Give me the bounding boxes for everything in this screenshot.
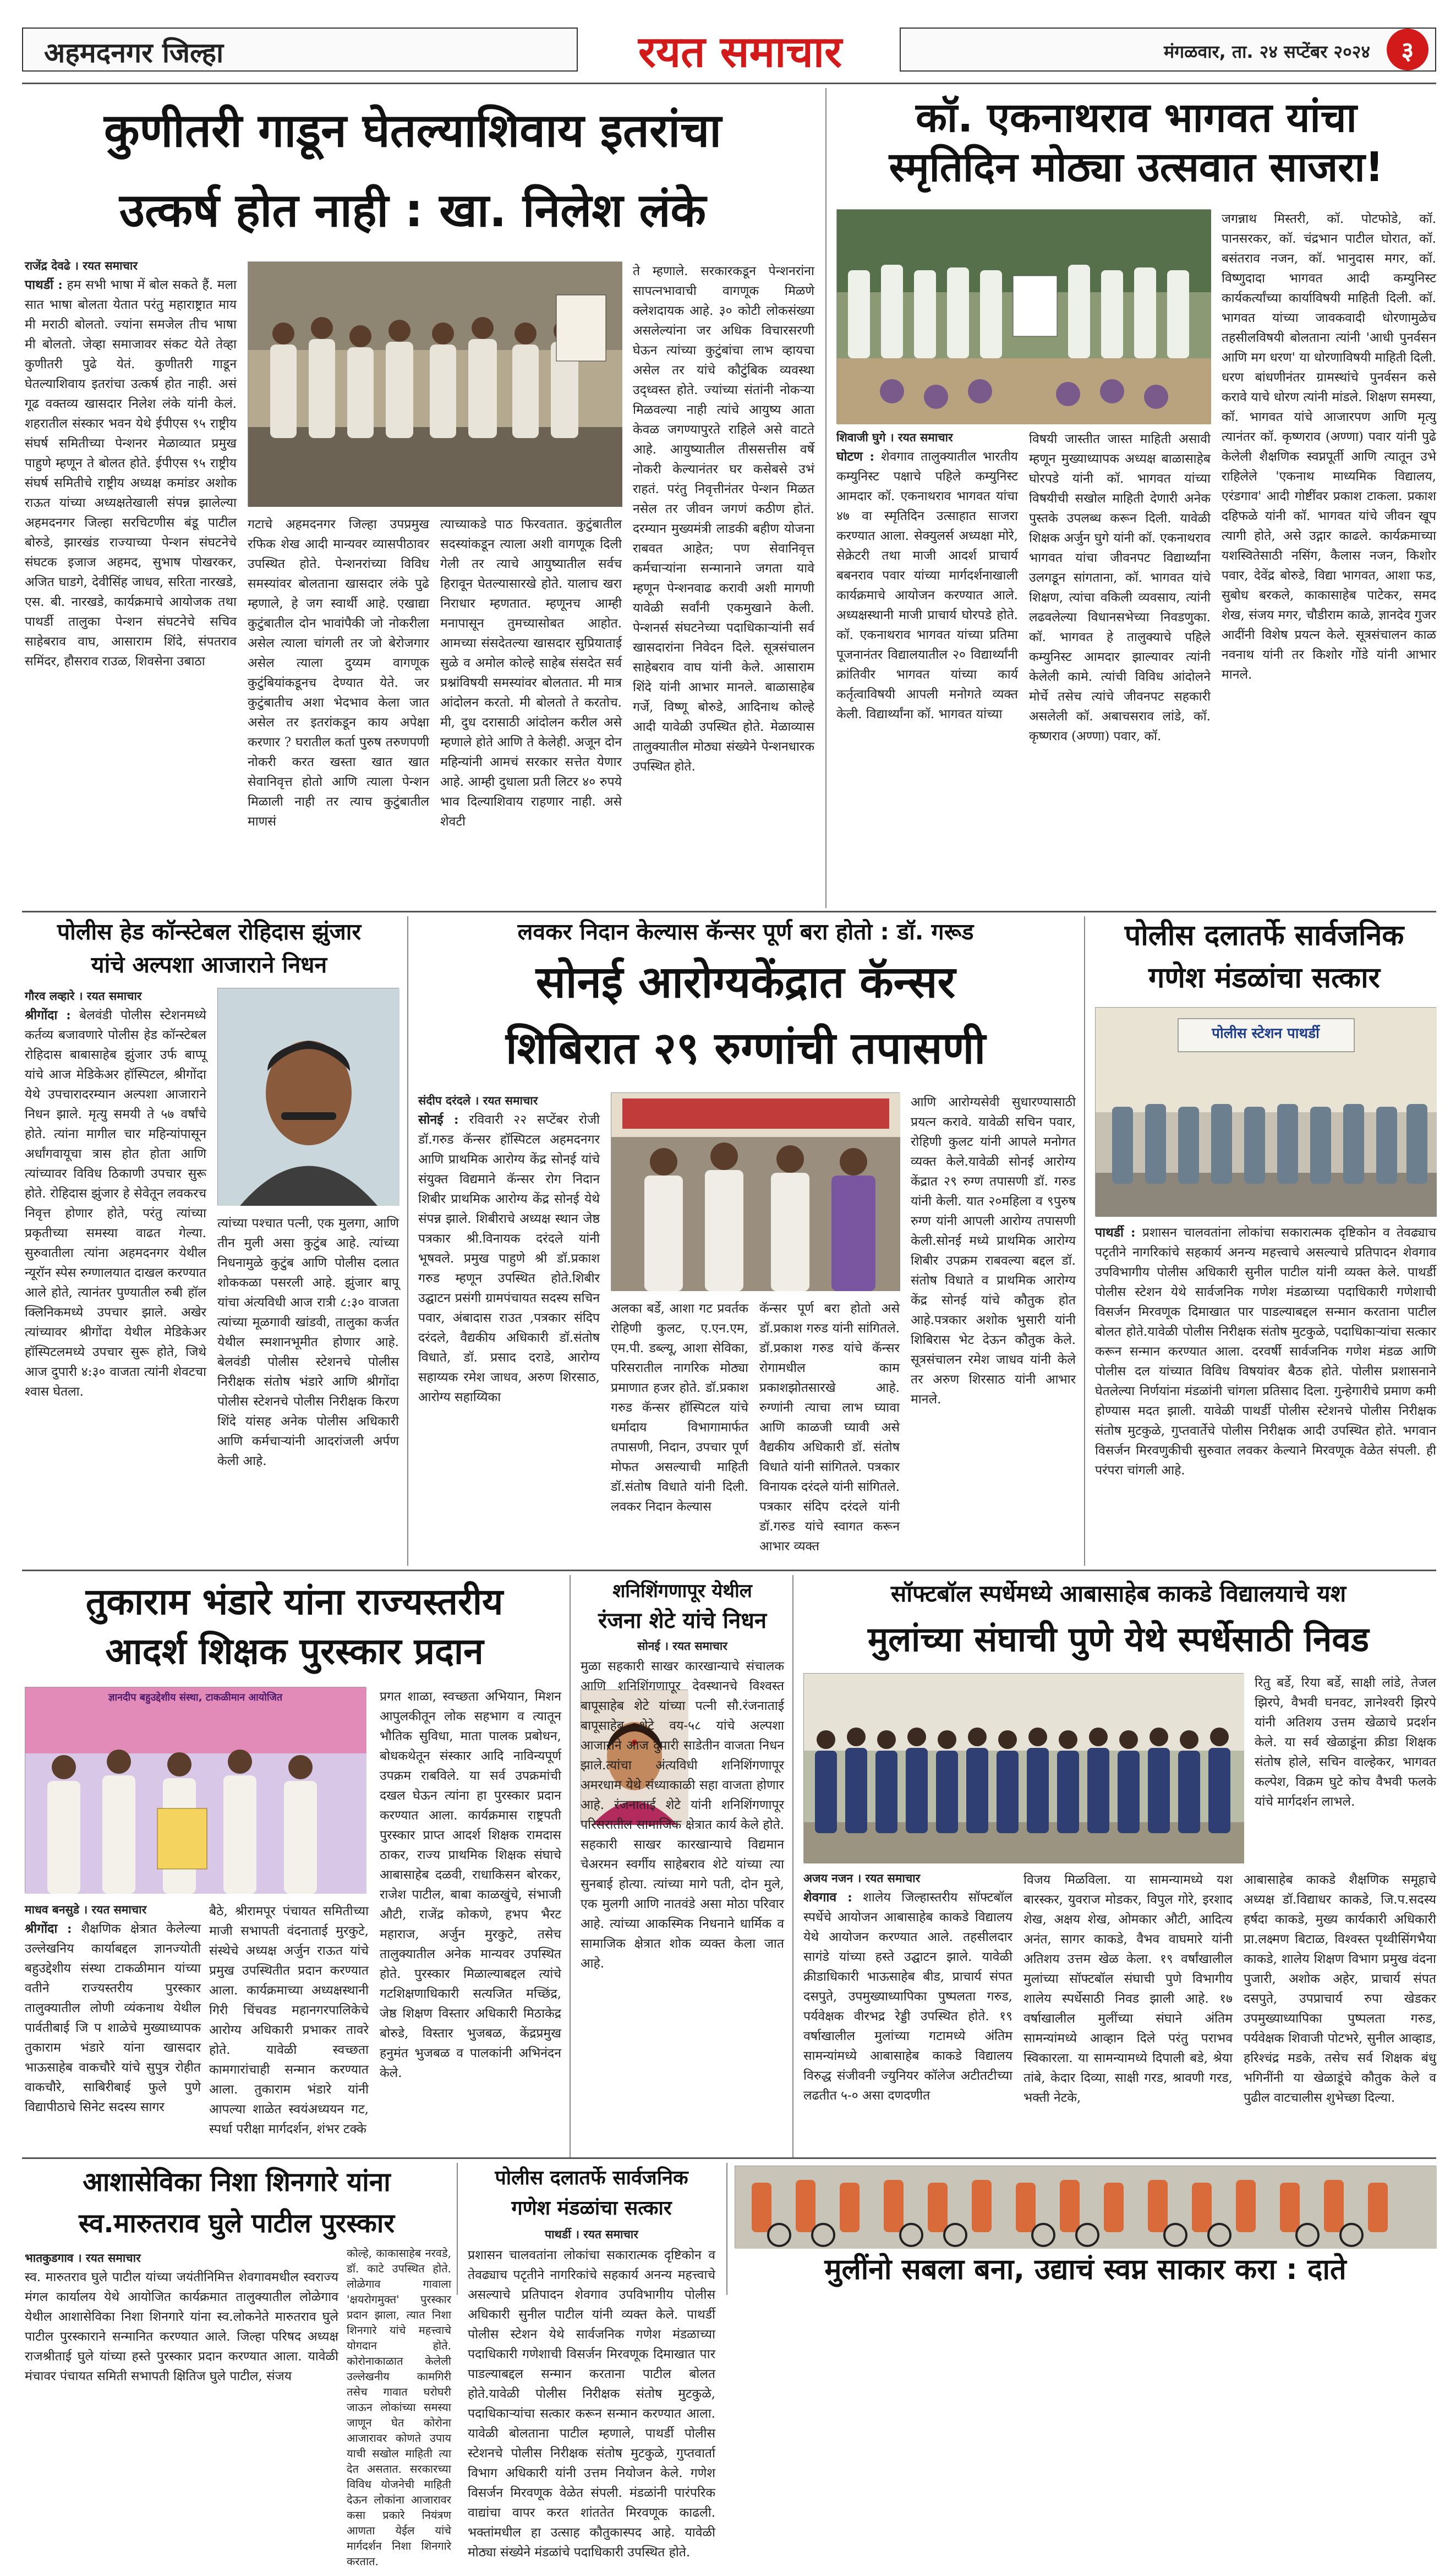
a3-portrait-image: [218, 988, 399, 1206]
masthead: [22, 21, 1436, 81]
a8-photo: [803, 1673, 1244, 1863]
a11-headline: मुलींनो सबला बना, उद्याचं स्वप्न साकार करा : दाते: [824, 2253, 1346, 2286]
a10-headline-line2: गणेश मंडळांचा सत्कार: [511, 2197, 672, 2220]
a5-headline-line1: पोलीस दलातर्फे सार्वजनिक: [1124, 919, 1404, 952]
a6-place: श्रीगोंदा :: [25, 1921, 72, 1936]
a5-body: पाथर्डी : प्रशासन चालवतांना लोकांचा सकारात्मक दृष्टिकोन व तेवढ्याच पटृतीने नागरिकांचे सहकार्य अनन्य महत्त्वाचे असल्याचे प्रतिपादन शेवगाव उपविभागीय पोलीस अधिकारी सुनील पाटील यांनी व्यक्त केले. पाथर्डी पोलीस स्टेशन येथे सार्वजनिक गणेश मंडळाच्या पदाधिकारी गणेशाची विसर्जन मिरवणूक दिमाखात पार पाडल्याबद्दल सन्मान करताना पाटील बोलत होते.यावेळी पोलीस निरीक्षक संतोष मुटकुळे, पदाधिकाऱ्यांचा सत्कार करून सन्मान करण्यात आला. दरवर्षी सार्वजनिक गणेश मंडळ आणि पोलीस दल यांच्यात विविध विषयांवर बैठक होते. पोलीस प्रशासनाने घेतलेल्या निर्णयांना मंडळांनी चांगला प्रतिसाद दिला. गुन्हेगारीचे प्रमाण कमी होण्यास मदत झाली. यावेळी पाथर्डी पोलीस स्टेशनचे पोलीस निरीक्षक संतोष मुटकुळे, गुप्तवार्तेचे पोलीस निरीक्षक आदी उपस्थित होते. भगवान विसर्जन मिरवणुकीची सुरुवात लवकर केल्याने मिरवणूक वेळेत संपली. ही परंपरा चांगली आहे.: [1095, 1225, 1436, 1478]
a3-byline: गौरव लव्हारे । रयत समाचार: [25, 990, 142, 1003]
a2-col3: जगन्नाथ मिस्तरी, कॉ. पोटफोडे, कॉ. पानसरकर, कॉ. चंद्रभान पाटील घोरात, कॉ. बसंतराव नजन, कॉ. भानुदास मगर, कॉ. विष्णुदादा भागवत आदी कम्युनिस्ट कार्यकर्त्यांच्या कार्याविषयी माहिती दिली. कॉ. भागवत यांच्या जावकवादी धोरणामुळेच तहसीलविषयी बोलताना त्यांनी 'आधी पुनर्वसन आणि मग धरण' या धोरणाविषयी माहिती दिली. धरण बांधणीनंतर ग्रामस्थांचे पुनर्वसन कसे करावे याचे धोरण त्यांनी मांडले. शिक्षण समस्या, कॉ. भागवत यांचे आजारपण आणि मृत्यु त्यानंतर कॉ. कृष्णराव (अण्णा) पवार यांनी पुढे केलेली शैक्षणिक स्वप्नपूर्ती आणि त्यातून उभे राहिलेले 'एकनाथ माध्यमिक विद्यालय, एरंडगाव' आदी गोष्टींवर प्रकाश टाकला. प्रकाश दहिफळे यांनी कॉ. भागवत यांचे जीवन खूप त्यागी होते, असे उद्गार काढले. कार्यक्रमाच्या यशस्वितेसाठी नसिंग, कैलास नजन, किशोर पवार, देवेंद्र बोरुडे, विद्या भागवत, आशा फड, सुबोध बरकले, काकासाहेब पाटेकर, समद शेख, संजय मगर, चौडीराम काळे, ज्ञानदेव गुजर आदींनी विशेष प्रयत्न केले. सूत्रसंचालन काळ नवनाथ यांनी तर किशोर गोंडे यांनी आभार मानले.: [1222, 212, 1436, 682]
a8-col1: शेवगाव : शालेय जिल्हास्तरीय सॉफ्टबॉल स्पर्धेचे आयोजन आबासाहेब काकडे विद्यालय येथे आयोजन करण्यात आले. तहसीलदार सागंडे यांच्या हस्ते उद्घाटन झाले. यावेळी क्रीडाधिकारी भाऊसाहेब बीड, प्राचार्य संपत दसपुते, उपमुख्याध्यापिका पुष्पलता गरुड, पर्यवेक्षक वीरभद्र रेड्डी उपस्थित होते. १९ वर्षाखालील मुलांच्या गटामध्ये अंतिम सामन्यांमध्ये आबासाहेब काकडे विद्यालय विरुद्ध संजीवनी ज्युनियर कॉलेज अटीतटीच्या लढतीत ५-० असा दणदणीत: [803, 1890, 1013, 2103]
a4-kicker: लवकर निदान केल्यास कॅन्सर पूर्ण बरा होतो : डॉ. गरूड: [517, 919, 974, 945]
a6-col2: प्रगत शाळा, स्वच्छता अभियान, मिशन आपुलकीतून लोक सहभाग व त्यातून भौतिक सुविधा, माता पालक प्रबोधन, बोधकथेतून संस्कार आदि नाविन्यपूर्ण उपक्रम राबविले. या सर्व उपक्रमांची दखल घेऊन त्यांना हा पुरस्कार प्रदान करण्यात आला. कार्यक्रमास राष्ट्रपती पुरस्कार प्राप्त आदर्श शिक्षक रामदास ठाकर, राज्य प्राथमिक शिक्षक संघाचे आबासाहेब दळवी, राधाकिसन बोरकर, राजेश पाटील, बाबा काळखुंचे, संभाजी औटी, राजेंद्र कोकणे, हभप भैरट महाराज, अर्जुन मुरकुटे, तसेच तालुक्यातील अनेक मान्यवर उपस्थित होते. पुरस्कार मिळाल्याबद्दल त्यांचे गटशिक्षणाधिकारी सत्यजित मच्छिंद्र, जेष्ठ शिक्षण विस्तार अधिकारी मिठाकेद्र बोरुडे, विस्तार भुजबळ, केंद्रप्रमुख हनुमंत भुजबळ व पालकांनी अभिनंदन केले.: [380, 1690, 561, 2080]
a4-place: सोनई :: [418, 1112, 459, 1127]
a3-headline-line1: पोलीस हेड कॉन्स्टेबल रोहिदास झुंजार: [57, 919, 362, 945]
a1-headline-line2: उत्कर्ष होत नाही : खा. निलेश लंके: [119, 183, 707, 237]
a8-kicker: सॉफ्टबॉल स्पर्धेमध्ये आबासाहेब काकडे विद्यालयाचे यश: [890, 1580, 1346, 1607]
a2-place: घोटण :: [836, 449, 874, 464]
a2-col2: विषयी जास्तीत जास्त माहिती असावी म्हणून मुख्याध्यापक अध्यक्ष बाळासाहेब घोरपडे यांनी कॉ. भागवत यांच्या विषयीची सखोल माहिती देणारी अनेक पुस्तके उपलब्ध करून दिली. यावेळी शिक्षक अर्जुन घुगे यांनी कॉ. एकनाथराव भागवत यांचा जीवनपट विद्यार्थ्यांना उलगडून सांगताना, कॉ. भागवत यांचे शिक्षण, त्यांचा वकिली व्यवसाय, त्यांनी लढवलेल्या विधानसभेच्या निवडणुका. कॉ. भागवत हे तालुक्याचे पहिले कम्युनिस्ट आमदार झाल्यावर त्यांनी केलेली कामे. त्यांची विविध आंदोलने मोर्चे तसेच त्यांचे जीवनपट सहकारी असलेली कॉ. अबाचसराव लांडे, कॉ. कृष्णराव (अण्णा) पवार, कॉ.: [1029, 432, 1211, 744]
a9-col1: स्व. मारुतराव घुले पाटील यांच्या जयंतीनिमित्त शेवगावमधील स्वराज्य मंगल कार्यालय येथे आयोजित कार्यक्रमात तालुक्यातील लोळेगाव येथील आशासेविका निशा शिनगारे यांना स्व.लोकनेते मारुतराव घुले पाटील पुरस्काराने सन्मानित करण्यात आले. जिल्हा परिषद अध्यक्ष राजश्रीताई घुले यांच्या हस्ते पुरस्कार प्रदान करण्यात आला. यावेळी मंचावर पंचायत समिती सभापती क्षितिज घुले पाटील, संजय: [25, 2270, 338, 2384]
a2-col1: घोटण : शेवगाव तालुक्यातील भारतीय कम्युनिस्ट पक्षाचे पहिले कम्युनिस्ट आमदार कॉ. एकनाथराव भागवत यांचा ४७ वा स्मृतिदिन उत्साहात साजरा करण्यात आला. सेक्युलर्स अध्यक्षा मोरे, सेक्रेटरी तथा माजी आदर्श प्राचार्य बबनराव पवार यांच्या मार्गदर्शनाखाली कार्यक्रमाचे आयोजन करण्यात आले. अध्यक्षस्थानी माजी प्राचार्य घोरपडे होते. कॉ. एकनाथराव भागवत यांच्या प्रतिमा पूजनानंतर विद्यालयातील २० विद्यार्थ्यांनी क्रांतिवीर भागवत यांच्या कार्य कर्तृत्वाविषयी आपली मनोगते व्यक्त केली. विद्यार्थ्यांना कॉ. भागवत यांच्या: [836, 449, 1018, 721]
a6-photo-image: [25, 1687, 366, 1894]
a7-headline-line2: रंजना शेटे यांचे निधन: [598, 1608, 767, 1633]
a5-headline-line2: गणेश मंडळांचा सत्कार: [1148, 961, 1380, 994]
a7-byline: सोनई । रयत समाचार: [637, 1639, 727, 1653]
a3-headline-line2: यांचे अल्पशा आजाराने निधन: [91, 952, 327, 978]
a6-photo-banner: ज्ञानदीप बहुउद्देशीय संस्था, टाकळीमान आयोजित: [108, 1692, 283, 1703]
a10-body: प्रशासन चालवतांना लोकांचा सकारात्मक दृष्टिकोन व तेवढ्याच पटृतीने नागरिकांचे सहकार्य अनन्य महत्त्वाचे असल्याचे प्रतिपादन शेवगाव उपविभागीय पोलीस अधिकारी सुनील पाटील यांनी व्यक्त केले. पाथर्डी पोलीस स्टेशन येथे सार्वजनिक गणेश मंडळाच्या पदाधिकारी गणेशाची विसर्जन मिरवणूक दिमाखात पार पाडल्याबद्दल सन्मान करताना पाटील बोलत होते.यावेळी पोलीस निरीक्षक संतोष मुटकुळे, पदाधिकाऱ्यांचा सत्कार करून सन्मान करण्यात आला. यावेळी बोलताना पाटील म्हणाले, पाथर्डी पोलीस स्टेशनचे पोलीस निरीक्षक संतोष मुटकुळे, गुप्तवार्ता विभाग अधिकारी यांनी उत्तम नियोजन केले. गणेश विसर्जन मिरवणूक वेळेत संपली. मंडळांनी पारंपरिक वाद्यांचा वापर करत शांततेत मिरवणूक काढली. भक्तांमधील हा उत्साह कौतुकास्पद आहे. यावेळी मोठ्या संख्येने मंडळांचे पदाधिकारी उपस्थित होते.: [468, 2248, 715, 2560]
page-number: ३: [1401, 37, 1414, 65]
a11-photo: [735, 2166, 1436, 2248]
issue-date: मंगळवार, ता. २४ सप्टेंबर २०२४: [1163, 41, 1370, 62]
a8-photo-image: [804, 1674, 1244, 1863]
a8-col3: आबासाहेब काकडे शैक्षणिक समूहाचे अध्यक्ष डॉ.विद्याधर काकडे, जि.प.सदस्य हर्षदा काकडे, मुख्य कार्यकारी अधिकारी प्रा.लक्ष्मण बिटाळ, विश्वस्त पृथ्वीसिंगभैया काकडे, शालेय शिक्षण विभाग प्रमुख वंदना पुजारी, अशोक अहेर, प्राचार्य संपत दसपुते, उपप्राचार्य रुपा खेडकर उपमुख्याध्यापिका पुष्पलता गरुड, पर्यवेक्षक शिवाजी पोटभरे, सुनील आव्हाड, हरिश्चंद्र मडके, तसेच सर्व शिक्षक बंधु भगिनींनी या खेळाडूंचे कौतुक केले व पुढील वाटचालीस शुभेच्छा दिल्या.: [1244, 1873, 1436, 2105]
a3-portrait: [217, 988, 399, 1205]
a4-photo: [611, 1092, 900, 1291]
a6-col3: बैठे, श्रीरामपूर पंचायत समितीच्या माजी सभापती वंदनाताई मुरकुटे, संस्थेचे अध्यक्ष अर्जुन राऊत यांचे प्रमुख उपस्थितीत प्रदान करण्यात आला. कार्यक्रमाच्या अध्यक्षस्थानी गिरी चिंचवड महानगरपालिकेचे आरोग्य अधिकारी प्रभाकर तावरे होते. यावेळी स्वच्छता कामगारांचाही सन्मान करण्यात आला. तुकाराम भंडारे यांनी आपल्या शाळेत स्वयंअध्ययन गट, स्पर्धा परीक्षा मार्गदर्शन, शंभर टक्के: [209, 1904, 369, 2136]
a8-byline: अजय नजन । रयत समाचार: [803, 1872, 921, 1885]
a2-photo: [836, 209, 1211, 424]
a8-side: रितु बर्डे, रिया बर्डे, साक्षी लांडे, तेजल झिरपे, वैभवी घनवट, ज्ञानेश्वरी झिरपे यांनी अतिशय उत्तम खेळाचे प्रदर्शन केले. या सर्व खेळाडूंना क्रीडा शिक्षक संतोष होले, सचिन वाल्हेकर, भागवत कल्पेश, विक्रम घुटे कोच वैभवी फलके यांचे मार्गदर्शन लाभले.: [1255, 1676, 1436, 1809]
a7-body: मुळा सहकारी साखर कारखान्याचे संचालक आणि शनिशिंगणापूर देवस्थानचे विश्वस्त बापूसाहेब शेटे यांच्या पत्नी सौ.रंजनाताई बापूसाहेब शेटे वय-५८ यांचे अल्पशा आजाराने आज दुपारी साडेतीन वाजता निधन झाले.त्यांचा अंत्यविधी शनिशिंगणापूर अमरधाम येथे संध्याकाळी सहा वाजता होणार आहे. रंजनाताई शेटे यांनी शनिशिंगणापूर परिसरातील सामाजिक क्षेत्रात कार्य केले होते. सहकारी साखर कारखान्याचे विद्यमान चेअरमन स्वर्गीय साहेबराव शेटे यांच्या त्या सुनबाई होत्या. त्यांच्या मागे पती, दोन मुले, एक मुलगी आणि नातवंडे असा मोठा परिवार आहे. त्यांच्या आकस्मिक निधनाने धार्मिक व सामाजिक क्षेत्रात शोक व्यक्त केला जात आहे.: [581, 1659, 784, 1971]
a1-photo: [248, 261, 622, 506]
a11-photo-image: [735, 2166, 1437, 2249]
a4-col1: सोनई : रविवारी २२ सप्टेंबर रोजी डॉ.गरुड कॅन्सर हॉस्पिटल अहमदनगर आणि प्राथमिक आरोग्य केंद्र सोनई यांचे संयुक्त विद्यमाने कॅन्सर रोग निदान शिबीर प्राथमिक आरोग्य केंद्र सोनई येथे संपन्न झाले. शिबीराचे अध्यक्ष स्थान जेष्ठ पत्रकार श्री.विनायक दरंदले यांनी भूषवले. प्रमुख पाहुणे श्री डॉ.प्रकाश गरुड म्हणून उपस्थित होते.शिबीर उद्घाटन प्रसंगी ग्रामपंचायत सदस्य सचिन पवार, अंबादास राउत ,पत्रकार संदिप दरंदले, वैद्यकीय अधिकारी डॉ.संतोष विधाते, डॉ. प्रसाद दराडे, आरोग्य सहाय्यक रमेश जाधव, अरुण शिरसाठ, आरोग्य सहाय्यिका: [418, 1112, 600, 1404]
a6-headline-line2: आदर्श शिक्षक पुरस्कार प्रदान: [105, 1630, 484, 1672]
a4-byline: संदीप दरंदले । रयत समाचार: [418, 1094, 538, 1107]
a4-col2: अलका बर्डे, आशा गट प्रवर्तक रोहिणी कुलट, ए.एन.एम, एम.पी. डब्ल्यू, आशा सेविका, परिसरातील नागरिक मोठ्या प्रमाणात हजर होते. डॉ.प्रकाश गरुड कॅन्सर हॉस्पिटल यांचे धर्मादाय विभागामार्फत तपासणी, निदान, उपचार पूर्ण मोफत असल्याची माहिती डॉ.संतोष विधाते यांनी दिली. लवकर निदान केल्यास: [611, 1302, 748, 1514]
a4-photo-image: [611, 1093, 900, 1291]
a1-photo-image: [248, 262, 622, 507]
a9-col2: कोल्हे, काकासाहेब नरवडे, डॉ. काटे उपस्थित होते. लोळेगाव गावाला 'क्षयरोगमुक्त' पुरस्कार प्रदान झाला, त्यात निशा शिनगारे यांचे महत्त्वाचे योगदान होते. कोरोनाकाळात केलेली उल्लेखनीय कामगिरी तसेच गावात घरोघरी जाऊन लोकांच्या समस्या जाणून घेत कोरोना आजारावर कोणते उपाय याची सखोल माहिती त्या देत असतात. सरकारच्या विविध योजनेची माहिती देऊन लोकांना आजारावर कसा प्रकारे नियंत्रण आणता येईल यांचे मार्गदर्शन निशा शिनगारे करतात.: [347, 2246, 451, 2568]
a8-col2: विजय मिळविला. या सामन्यामध्ये यश बारस्कर, युवराज मोडकर, विपुल गोरे, इरशाद शेख, अक्षय शेख, ओमकार औटी, आदित्य अनंत, सागर काकडे, वैभव वाघमारे यांनी अतिशय उत्तम खेळ केला. १९ वर्षांखालील मुलांच्या सॉफ्टबॉल संघाची पुणे विभागीय शालेय स्पर्धेसाठी निवड झाली आहे. १७ वर्षाखालील मुलींच्या संघाने अंतिम सामन्यांमध्ये आव्हान दिले परंतु पराभव स्विकारला. या सामन्यामध्ये दिपाली बडे, श्रेया तांबे, केदार दिव्या, साक्षी गरड, श्रावणी गरड, भक्ती नेटके,: [1023, 1873, 1233, 2105]
a1-col2: गटाचे अहमदनगर जिल्हा उपप्रमुख रफिक शेख आदी मान्यवर व्यासपीठावर उपस्थित होते. पेन्शनरांच्या विविध समस्यांवर बोलताना खासदार लंके पुढे म्हणाले, हे जग स्वार्थी आहे. एखाद्या कुटुंबातील दोन भावांपैकी जो नोकरीला असेल त्याला चांगली तर जो बेरोजगार असेल त्याला दुय्यम वागणूक कुटुंबियांकडूनच देण्यात येते. जर कुटुंबातीच अशा भेदभाव केला जात असेल तर इतरांकडून काय अपेक्षा करणार ? घरातील कर्ता पुरुष तरुणपणी नोकरी करत खस्ता खात खात सेवानिवृत्त होतो आणि त्याला पेन्शन मिळाली नाही तर त्याच कुटुंबातील माणसं: [248, 517, 429, 829]
a2-photo-image: [837, 210, 1211, 424]
a2-headline-line1: कॉ. एकनाथराव भागवत यांचा: [916, 94, 1357, 141]
a1-place: पाथर्डी :: [25, 277, 63, 292]
a2-byline: शिवाजी घुगे । रयत समाचार: [836, 431, 953, 444]
a9-headline-line1: आशासेविका निशा शिनगारे यांना: [83, 2167, 391, 2198]
a8-place: शेवगाव :: [803, 1890, 852, 1905]
district-name: अहमदनगर जिल्हा: [44, 37, 224, 69]
a1-headline-line1: कुणीतरी गाडून घेतल्याशिवाय इतरांचा: [103, 103, 722, 157]
a5-place: पाथर्डी :: [1095, 1225, 1136, 1240]
a4-headline-line1: सोनई आरोग्यकेंद्रात कॅन्सर: [535, 956, 956, 1008]
a6-headline-line1: तुकाराम भंडारे यांना राज्यस्तरीय: [85, 1581, 503, 1623]
a3-col2: त्यांच्या पश्चात पत्नी, एक मुलगा, आणि तीन मुली असा कुटुंब आहे. त्यांच्या निधनामुळे कुटुंब आणि पोलीस दलात शोककळा पसरली आहे. झुंजार बापू यांचा अंत्यविधी आज रात्री ८:३० वाजता त्यांच्या मूळगावी खांडवी, तालुका कर्जत येथील स्मशानभूमीत होणार आहे. बेलवंडी पोलीस स्टेशनचे पोलीस निरीक्षक संतोष भंडारे आणि श्रीगोंदा पोलीस स्टेशनचे पोलीस निरीक्षक किरण शिंदे यांसह अनेक पोलीस अधिकारी आणि कर्मचाऱ्यांनी आदरांजली अर्पण केली आहे.: [217, 1216, 399, 1468]
paper-name: रयत समाचार: [638, 27, 842, 77]
a9-byline: भातकुडगाव । रयत समाचार: [25, 2251, 141, 2265]
a2-headline-line2: स्मृतिदिन मोठ्या उत्सवात साजरा!: [889, 144, 1384, 191]
a7-headline-line1: शनिशिंगणापूर येथील: [612, 1580, 752, 1602]
a10-headline-line1: पोलीस दलातर्फे सार्वजनिक: [495, 2167, 688, 2189]
a3-col1: श्रीगोंदा : बेलवंडी पोलीस स्टेशनमध्ये कर्तव्य बजावणारे पोलीस हेड कॉन्स्टेबल रोहिदास बाबासाहेब झुंजार उर्फ बाप्पू यांचे आज मेडिकेअर हॉस्पिटल, श्रीगोंदा येथे उपचारादरम्यान अल्पशा आजाराने निधन झाले. मृत्यु समयी ते ५७ वर्षांचे होते. त्यांना मागील चार महिन्यांपासून अर्धांगवायूचा त्रास होत होता आणि त्यांच्यावर विविध ठिकाणी उपचार सुरू होते. रोहिदास झुंजार हे सेवेतून लवकरच निवृत्त होणार होते, परंतु त्यांच्या प्रकृतीच्या समस्या वाढत गेल्या. सुरुवातीला त्यांना अहमदनगर येथील न्यूरॉन स्पेस रुग्णालयात दाखल करण्यात आले होते, त्यानंतर पुण्यातील रुबी हॉल क्लिनिकमध्ये उपचार झाले. अखेर त्यांच्यावर श्रीगोंदा येथील मेडिकेअर हॉस्पिटलमध्ये उपचार सुरू होते, जिथे आज दुपारी ४:३० वाजता त्यांनी शेवटचा श्वास घेतला.: [25, 1008, 206, 1399]
a9-headline-line2: स्व.मारुतराव घुले पाटील पुरस्कार: [79, 2208, 395, 2239]
a10-byline: पाथर्डी । रयत समाचार: [545, 2228, 638, 2241]
a1-col3: त्याच्याकडे पाठ फिरवतात. कुटुंबातील सदस्यांकडून त्याला अशी वागणूक दिली गेली तर त्याचे आयुष्यातील सर्वच हिरावून घेतल्यासारखे होते. यालाच खरा निराधार म्हणतात. म्हणूनच आम्ही मनापासून तुमच्यासोबत आहोत. आमच्या संसदेतल्या खासदार सुप्रियाताई सुळे व अमोल कोल्हे साहेब संसदेत सर्व प्रश्नांविषयी समस्यांवर बोलतात. मी मात्र आंदोलन करतो. मी बोलतो ते करतोच. मी, दुध दरासाठी आंदोलन करील असे म्हणाले होते आणि ते केलेही. अजून दोन महिन्यांनी आमचं सरकार सत्तेत येणार आहे. आम्ही दुधाला प्रती लिटर ४० रुपये भाव दिल्याशिवाय राहणार नाही. असे शेवटी: [440, 517, 622, 829]
a1-col4: ते म्हणाले. सरकारकडून पेन्शनरांना सापत्नभावाची वागणूक मिळणे क्लेशदायक आहे. ३० कोटी लोकसंख्या असलेल्यांना जर अधिक विचारसरणी घेऊन त्यांच्या कुटुंबांचा लाभ व्हायचा असेल तर यांचे कौटुंबिक व्यवस्था उद्ध्वस्त होते. ज्यांच्या संतांनी नोकऱ्या मिळवल्या नाही त्यांचे आयुष्य आता केवळ जगण्यापुरते राहिले असे वाटते आहे. आयुष्यातील तीससत्तीस वर्षे नोकरी केल्यानंतर घर कसेबसे उभं राहतं. परंतु निवृत्तीनंतर पेन्शन मिळत नसेल तर जीवन जगणं कठीण होतं. दरम्यान मुख्यमंत्री लाडकी बहीण योजना राबवत आहेत; पण सेवानिवृत्त कर्मचाऱ्यांना सन्मानाने जगता यावे म्हणून पेन्शनवाढ करावी अशी मागणी यावेळी सर्वांनी एकमुखाने केली. पेन्शनर्स संघटनेच्या पदाधिकाऱ्यांनी सर्व खासदारांना निवेदन दिले. सूत्रसंचालन साहेबराव वाघ यांनी केले. आसाराम शिंदे यांनी आभार मानले. बाळासाहेब गर्जे, विष्णू बोरुडे, आदिनाथ कोल्हे आदी यावेळी उपस्थित होते. मेळाव्यास तालुक्यातील मोठ्या संख्येने पेन्शनधारक उपस्थित होते.: [633, 264, 814, 774]
a8-headline: मुलांच्या संघाची पुणे येथे स्पर्धेसाठी निवड: [868, 1619, 1369, 1659]
a3-place: श्रीगोंदा :: [25, 1008, 71, 1023]
a4-col4: आणि आरोग्यसेवी सुधारण्यासाठी प्रयत्न करावे. यावेळी सचिन पवार, रोहिणी कुलट यांनी आपले मनोगत व्यक्त केले.यावेळी सोनई आरोग्य केंद्रात २९ रुग्ण तपासणी डॉ. गरुड यांनी केली. यात २०महिला व ९पुरुष रुग्ण यांनी आपली आरोग्य तपासणी केली.सोनई मध्ये प्राथमिक आरोग्य शिबीर उपक्रम राबवल्या बद्दल डॉ. संतोष विधाते व प्राथमिक आरोग्य केंद्र सोनई यांचे कौतुक होत आहे.पत्रकार अशोक भुसारी यांनी शिबिरास भेट देऊन कौतुक केले. सूत्रसंचालन रमेश जाधव यांनी केले तर अरुण शिरसाठ यांनी आभार मानले.: [911, 1095, 1076, 1407]
a5-sign-text: पोलीस स्टेशन पाथर्डी: [1212, 1025, 1320, 1042]
a1-col1: पाथर्डी : हम सभी भाषा में बोल सकते हैं. मला सात भाषा बोलता येतात परंतु महाराष्ट्रात माय मी मराठी बोलतो. ज्यांना समजेल तीच भाषा मी बोलतो. जेव्हा समाजावर संकट येते तेव्हा कुणीतरी पुढे येतं. कुणीतरी गाडून घेतल्याशिवाय इतरांचा उत्कर्ष होत नाही. असं गूढ वक्तव्य खासदार निलेश लंके यांनी केलं. शहरातील संस्कार भवन येथे ईपीएस ९५ राष्ट्रीय संघर्ष समितीच्या पेन्शनर मेळाव्यात प्रमुख पाहुणे म्हणून ते बोलत होते. ईपीएस ९५ राष्ट्रीय संघर्ष समितीचे राष्ट्रीय अध्यक्ष कमांडर अशोक राऊत यांच्या अध्यक्षतेखाली संपन्न झालेल्या अहमदनगर जिल्हा सरचिटणीस बंडू पाटील बोरुडे, झारखंड राज्याच्या पेन्शन संघटनेचे संघटक इजाज अहमद, सुभाष पोखरकर, अजित घाडगे, देवीसिंह जाधव, सरिता नारखडे, एस. बी. नारखडे, कार्यक्रमाचे आयोजक तथा पाथर्डी तालुका पेन्शन संघटनेचे सचिव साहेबराव वाघ, आसाराम शिंदे, संपतराव समिंदर, हौसराव राउळ, शिवसेना उबाठा: [25, 277, 237, 669]
a4-headline-line2: शिबिरात २९ रुग्णांची तपासणी: [505, 1023, 986, 1074]
a6-photo: [25, 1687, 366, 1893]
a6-byline: माधव बनसुडे । रयत समाचार: [25, 1903, 147, 1916]
a1-byline: राजेंद्र देवढे । रयत समाचार: [25, 259, 138, 272]
a6-col1: श्रीगोंदा : शैक्षणिक क्षेत्रात केलेल्या उल्लेखनिय कार्याबद्दल ज्ञानज्योती बहुउद्देशीय संस्था टाकळीमान यांच्या वतीने राज्यस्तरीय पुरस्कार तालुक्यातील लोणी व्यंकनाथ येथील पार्वतीबाई जि प शाळेचे मुख्याध्यापक तुकाराम भंडारे यांना खासदार भाऊसाहेब वाकचौरे यांचे सुपुत्र रोहीत वाकचौरे, साबिरीबाई फुले पुणे विद्यापीठाचे सिनेट सदस्य सागर: [25, 1921, 201, 2114]
a4-col3: कॅन्सर पूर्ण बरा होतो असे डॉ.प्रकाश गरुड यांनी सांगितले. डॉ.प्रकाश गरुड यांचे कॅन्सर रोगामधील काम प्रकाशझोतसारखे आहे. रुग्णांनी त्याचा लाभ घ्यावा आणि काळजी घ्यावी असे वैद्यकीय अधिकारी डॉ. संतोष विधाते यांनी सांगितले. पत्रकार विनायक दरंदले यांनी सांगितले. पत्रकार संदिप दरंदले यांनी डॉ.गरुड यांचे स्वागत करून आभार व्यक्त: [759, 1302, 900, 1554]
